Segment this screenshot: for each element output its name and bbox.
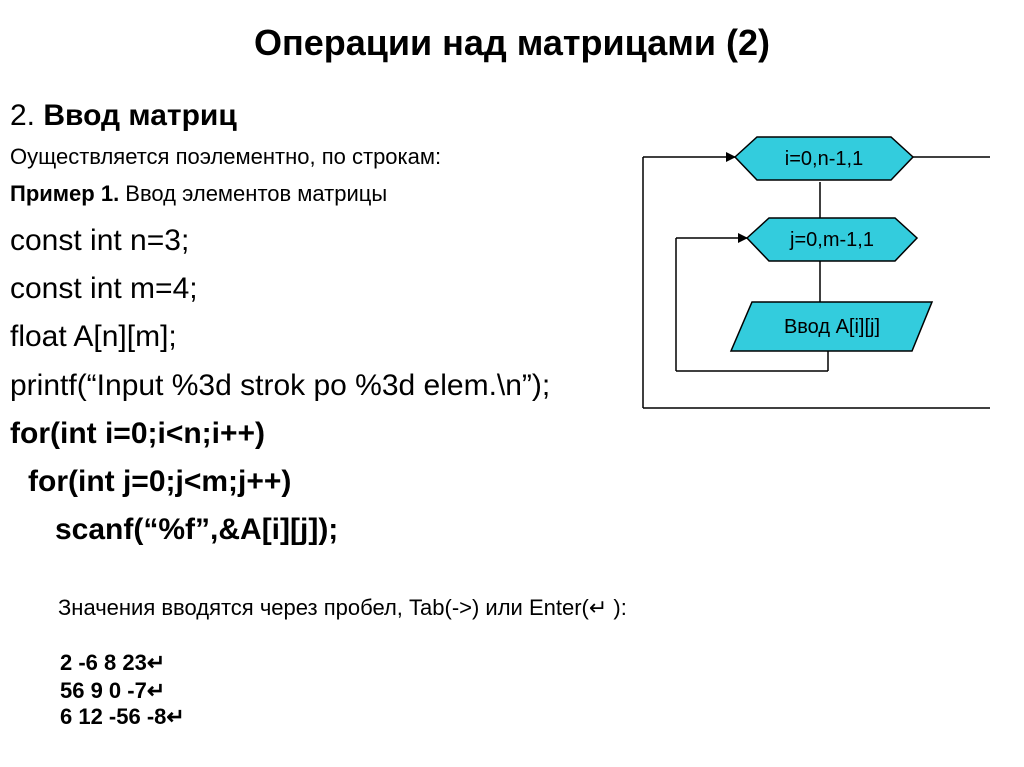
code-line-6: for(int j=0;j<m;j++) xyxy=(28,465,292,498)
inner-loop-label: j=0,m-1,1 xyxy=(790,229,874,251)
section-title: Ввод матриц xyxy=(43,99,237,132)
data-row-1: 2 -6 8 23↵ xyxy=(60,650,166,675)
code-line-3: float A[n][m]; xyxy=(10,320,177,353)
code-line-2: const int m=4; xyxy=(10,272,198,305)
input-block-label: Ввод A[i][j] xyxy=(783,316,881,338)
code-line-1: const int n=3; xyxy=(10,224,190,257)
code-line-5: for(int i=0;i<n;i++) xyxy=(10,417,266,450)
outer-loop-label: i=0,n-1,1 xyxy=(784,148,864,170)
slide-title: Операции над матрицами (2) xyxy=(253,22,771,63)
example-text: Ввод элементов матрицы xyxy=(119,181,388,206)
data-row-2: 56 9 0 -7↵ xyxy=(60,678,166,703)
data-row-3: 6 12 -56 -8↵ xyxy=(60,704,185,729)
example-label: Пример 1. xyxy=(10,181,120,206)
code-line-7: scanf(“%f”,&A[i][j]); xyxy=(55,513,339,546)
description-text: Оуществляется поэлементно, по строкам: xyxy=(10,144,442,169)
input-note: Значения вводятся через пробел, Tab(->) или Enter(↵ ): xyxy=(58,595,627,620)
code-line-4: printf(“Input %3d strok po %3d elem.\n”); xyxy=(10,369,551,402)
section-number: 2. xyxy=(10,99,36,132)
